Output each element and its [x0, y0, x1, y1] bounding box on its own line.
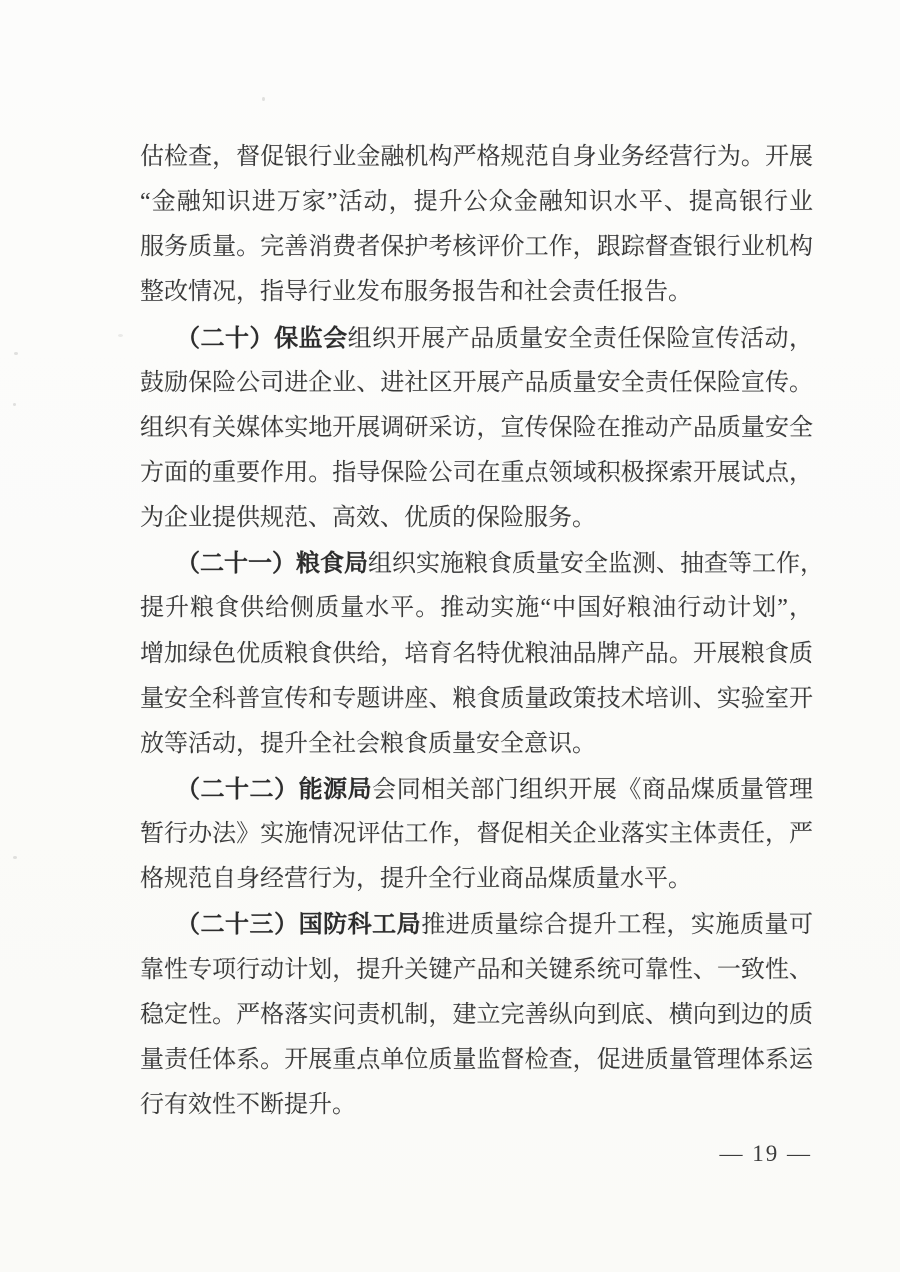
body-text: 增加绿色优质粮食供给，培育名特优粮油品牌产品。开展粮食质	[140, 640, 813, 667]
text-line	[140, 135, 813, 180]
text-line	[140, 451, 813, 496]
section-heading-text: （二十二）能源局	[176, 775, 373, 803]
body-text: 估检查，督促银行业金融机构严格规范自身业务经营行为。开展	[140, 144, 813, 170]
text-line	[140, 406, 813, 451]
body-text: 整改情况，指导行业发布服务报告和社会责任报告。	[140, 279, 692, 306]
text-line	[140, 902, 813, 947]
text-line	[140, 541, 824, 586]
text-line	[140, 180, 813, 225]
text-line	[140, 316, 813, 361]
scan-artifact	[14, 352, 18, 355]
page-number: — 19 —	[719, 1141, 812, 1166]
body-text: 服务质量。完善消费者保护考核评价工作，跟踪督查银行业机构	[140, 234, 813, 261]
body-text: 组织开展产品质量安全责任保险宣传活动，	[347, 325, 813, 352]
text-line	[140, 270, 813, 315]
text-line	[140, 767, 813, 812]
text-line	[140, 993, 813, 1038]
body-text: 方面的重要作用。指导保险公司在重点领域积极探索开展试点，	[140, 459, 813, 486]
text-line	[140, 812, 813, 857]
text-line	[140, 722, 813, 767]
body-text: 量责任体系。开展重点单位质量监督检查，促进质量管理体系运	[140, 1046, 813, 1073]
text-line	[140, 632, 813, 677]
body-text: 为企业提供规范、高效、优质的保险服务。	[140, 505, 596, 532]
scan-artifact	[13, 403, 16, 406]
body-text: 量安全科普宣传和专题讲座、粮食质量政策技术培训、实验室开	[140, 685, 813, 712]
text-line	[140, 1083, 813, 1128]
body-text: 格规范自身经营行为，提升全行业商品煤质量水平。	[140, 866, 692, 893]
text-line	[140, 586, 813, 631]
body-text: 提升粮食供给侧质量水平。推动实施“中国好粮油行动计划”，	[140, 595, 813, 622]
scan-artifact	[262, 97, 265, 101]
body-text: 鼓励保险公司进企业、进社区开展产品质量安全责任保险宣传。	[140, 369, 813, 396]
text-line	[140, 225, 813, 270]
body-text: 放等活动，提升全社会粮食质量安全意识。	[140, 730, 596, 757]
body-text: “金融知识进万家”活动，提升公众金融知识水平、提高银行业	[140, 189, 813, 216]
body-text: 组织实施粮食质量安全监测、抽查等工作，	[368, 551, 824, 578]
document-body	[140, 135, 824, 1128]
scan-artifact	[118, 334, 123, 337]
section-heading-text: （二十三）国防科工局	[176, 911, 422, 939]
body-text: 组织有关媒体实地开展调研采访，宣传保险在推动产品质量安全	[140, 414, 813, 441]
body-text: 会同相关部门组织开展《商品煤质量管理	[372, 776, 814, 803]
body-text: 暂行办法》实施情况评估工作，督促相关企业落实主体责任，严	[140, 821, 813, 848]
scan-artifact	[13, 856, 17, 859]
text-line	[140, 1038, 813, 1083]
body-text: 稳定性。严格落实问责机制，建立完善纵向到底、横向到边的质	[140, 1001, 813, 1028]
text-line	[140, 496, 813, 541]
text-line	[140, 361, 813, 406]
body-text: 靠性专项行动计划，提升关键产品和关键系统可靠性、一致性、	[140, 956, 813, 983]
section-heading-text: （二十一）粮食局	[176, 550, 368, 578]
text-line	[140, 857, 813, 902]
text-line	[140, 677, 813, 722]
section-heading-text: （二十）保监会	[176, 324, 348, 352]
text-line	[140, 948, 813, 993]
body-text: 推进质量综合提升工程，实施质量可	[421, 912, 814, 939]
body-text: 行有效性不断提升。	[140, 1091, 356, 1118]
